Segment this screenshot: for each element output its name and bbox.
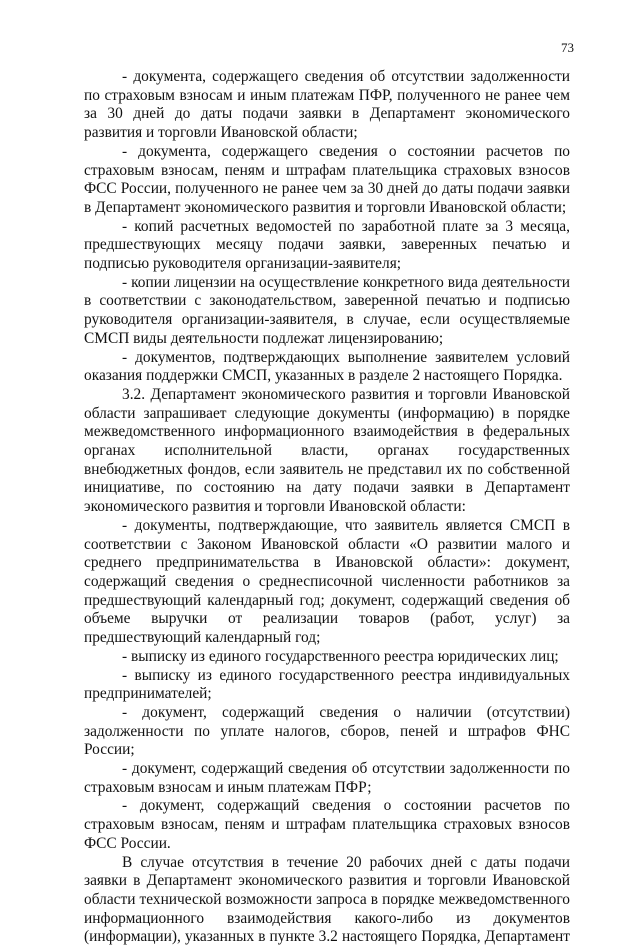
paragraph-request-failure: В случае отсутствия в течение 20 рабочих дней с даты подачи заявки в Департамент экономического развития и торговли Ивановской области технической возможности запроса в порядке межведомственного информационного взаимодействия какого-либо из документов (информации), указанных в пункте 3.2 настоящего Порядка, Департамент (84, 853, 570, 946)
paragraph-pfr-debt-certificate: - документа, содержащего сведения об отсутствии задолженности по страховым взносам и иным платежам ПФР, полученного не ранее чем за 30 дней до даты подачи заявки в Департамент экономического развития и торговли Ивановской области; (84, 68, 570, 142)
paragraph-support-conditions: - документов, подтверждающих выполнение заявителем условий оказания поддержки СМСП, указанных в разделе 2 настоящего Порядка. (84, 348, 570, 385)
paragraph-smsp-status-documents: - документы, подтверждающие, что заявитель является СМСП в соответствии с Законом Ивановской области «О развитии малого и среднего предпринимательства в Ивановской области»: документ, содержащий сведения о среднесписочной численности работников за предшествующий календарный год; документ, содержащий сведения об объеме выручки от реализации товаров (работ, услуг) за предшествующий календарный год; (84, 516, 570, 647)
paragraph-section-3-2: 3.2. Департамент экономического развития и торговли Ивановской области запрашивает следующие документы (информацию) в порядке межведомственного информационного взаимодействия в федеральных органах исполнительной власти, органах государственных внебюджетных фондов, если заявитель не представил их по собственной инициативе, по состоянию на дату подачи заявки в Департамент экономического развития и торговли Ивановской области: (84, 385, 570, 516)
paragraph-egrip-extract: - выписку из единого государственного реестра индивидуальных предпринимателей; (84, 666, 570, 703)
paragraph-fns-debt: - документ, содержащий сведения о наличии (отсутствии) задолженности по уплате налогов, сборов, пеней и штрафов ФНС России; (84, 703, 570, 759)
page-number: 73 (561, 40, 574, 55)
document-body (84, 68, 570, 947)
paragraph-license-copy: - копии лицензии на осуществление конкретного вида деятельности в соответствии с законодательством, заверенной печатью и подписью руководителя организации-заявителя, в случае, если осуществляемые СМСП виды деятельности подлежат лицензированию; (84, 273, 570, 347)
paragraph-fss-settlements-certificate: - документа, содержащего сведения о состоянии расчетов по страховым взносам, пеням и штрафам плательщика страховых взносов ФСС России, полученного не ранее чем за 30 дней до даты подачи заявки в Департамент экономического развития и торговли Ивановской области; (84, 142, 570, 216)
paragraph-egrul-extract: - выписку из единого государственного реестра юридических лиц; (122, 647, 559, 665)
paragraph-payroll-statements: - копий расчетных ведомостей по заработной плате за 3 месяца, предшествующих месяцу подачи заявки, заверенных печатью и подписью руководителя организации-заявителя; (84, 217, 570, 273)
paragraph-pfr-debt: - документ, содержащий сведения об отсутствии задолженности по страховым взносам и иным платежам ПФР; (84, 760, 570, 796)
paragraph-fss-settlements: - документ, содержащий сведения о состоянии расчетов по страховым взносам, пеням и штрафам плательщика страховых взносов ФСС России. (84, 797, 570, 852)
